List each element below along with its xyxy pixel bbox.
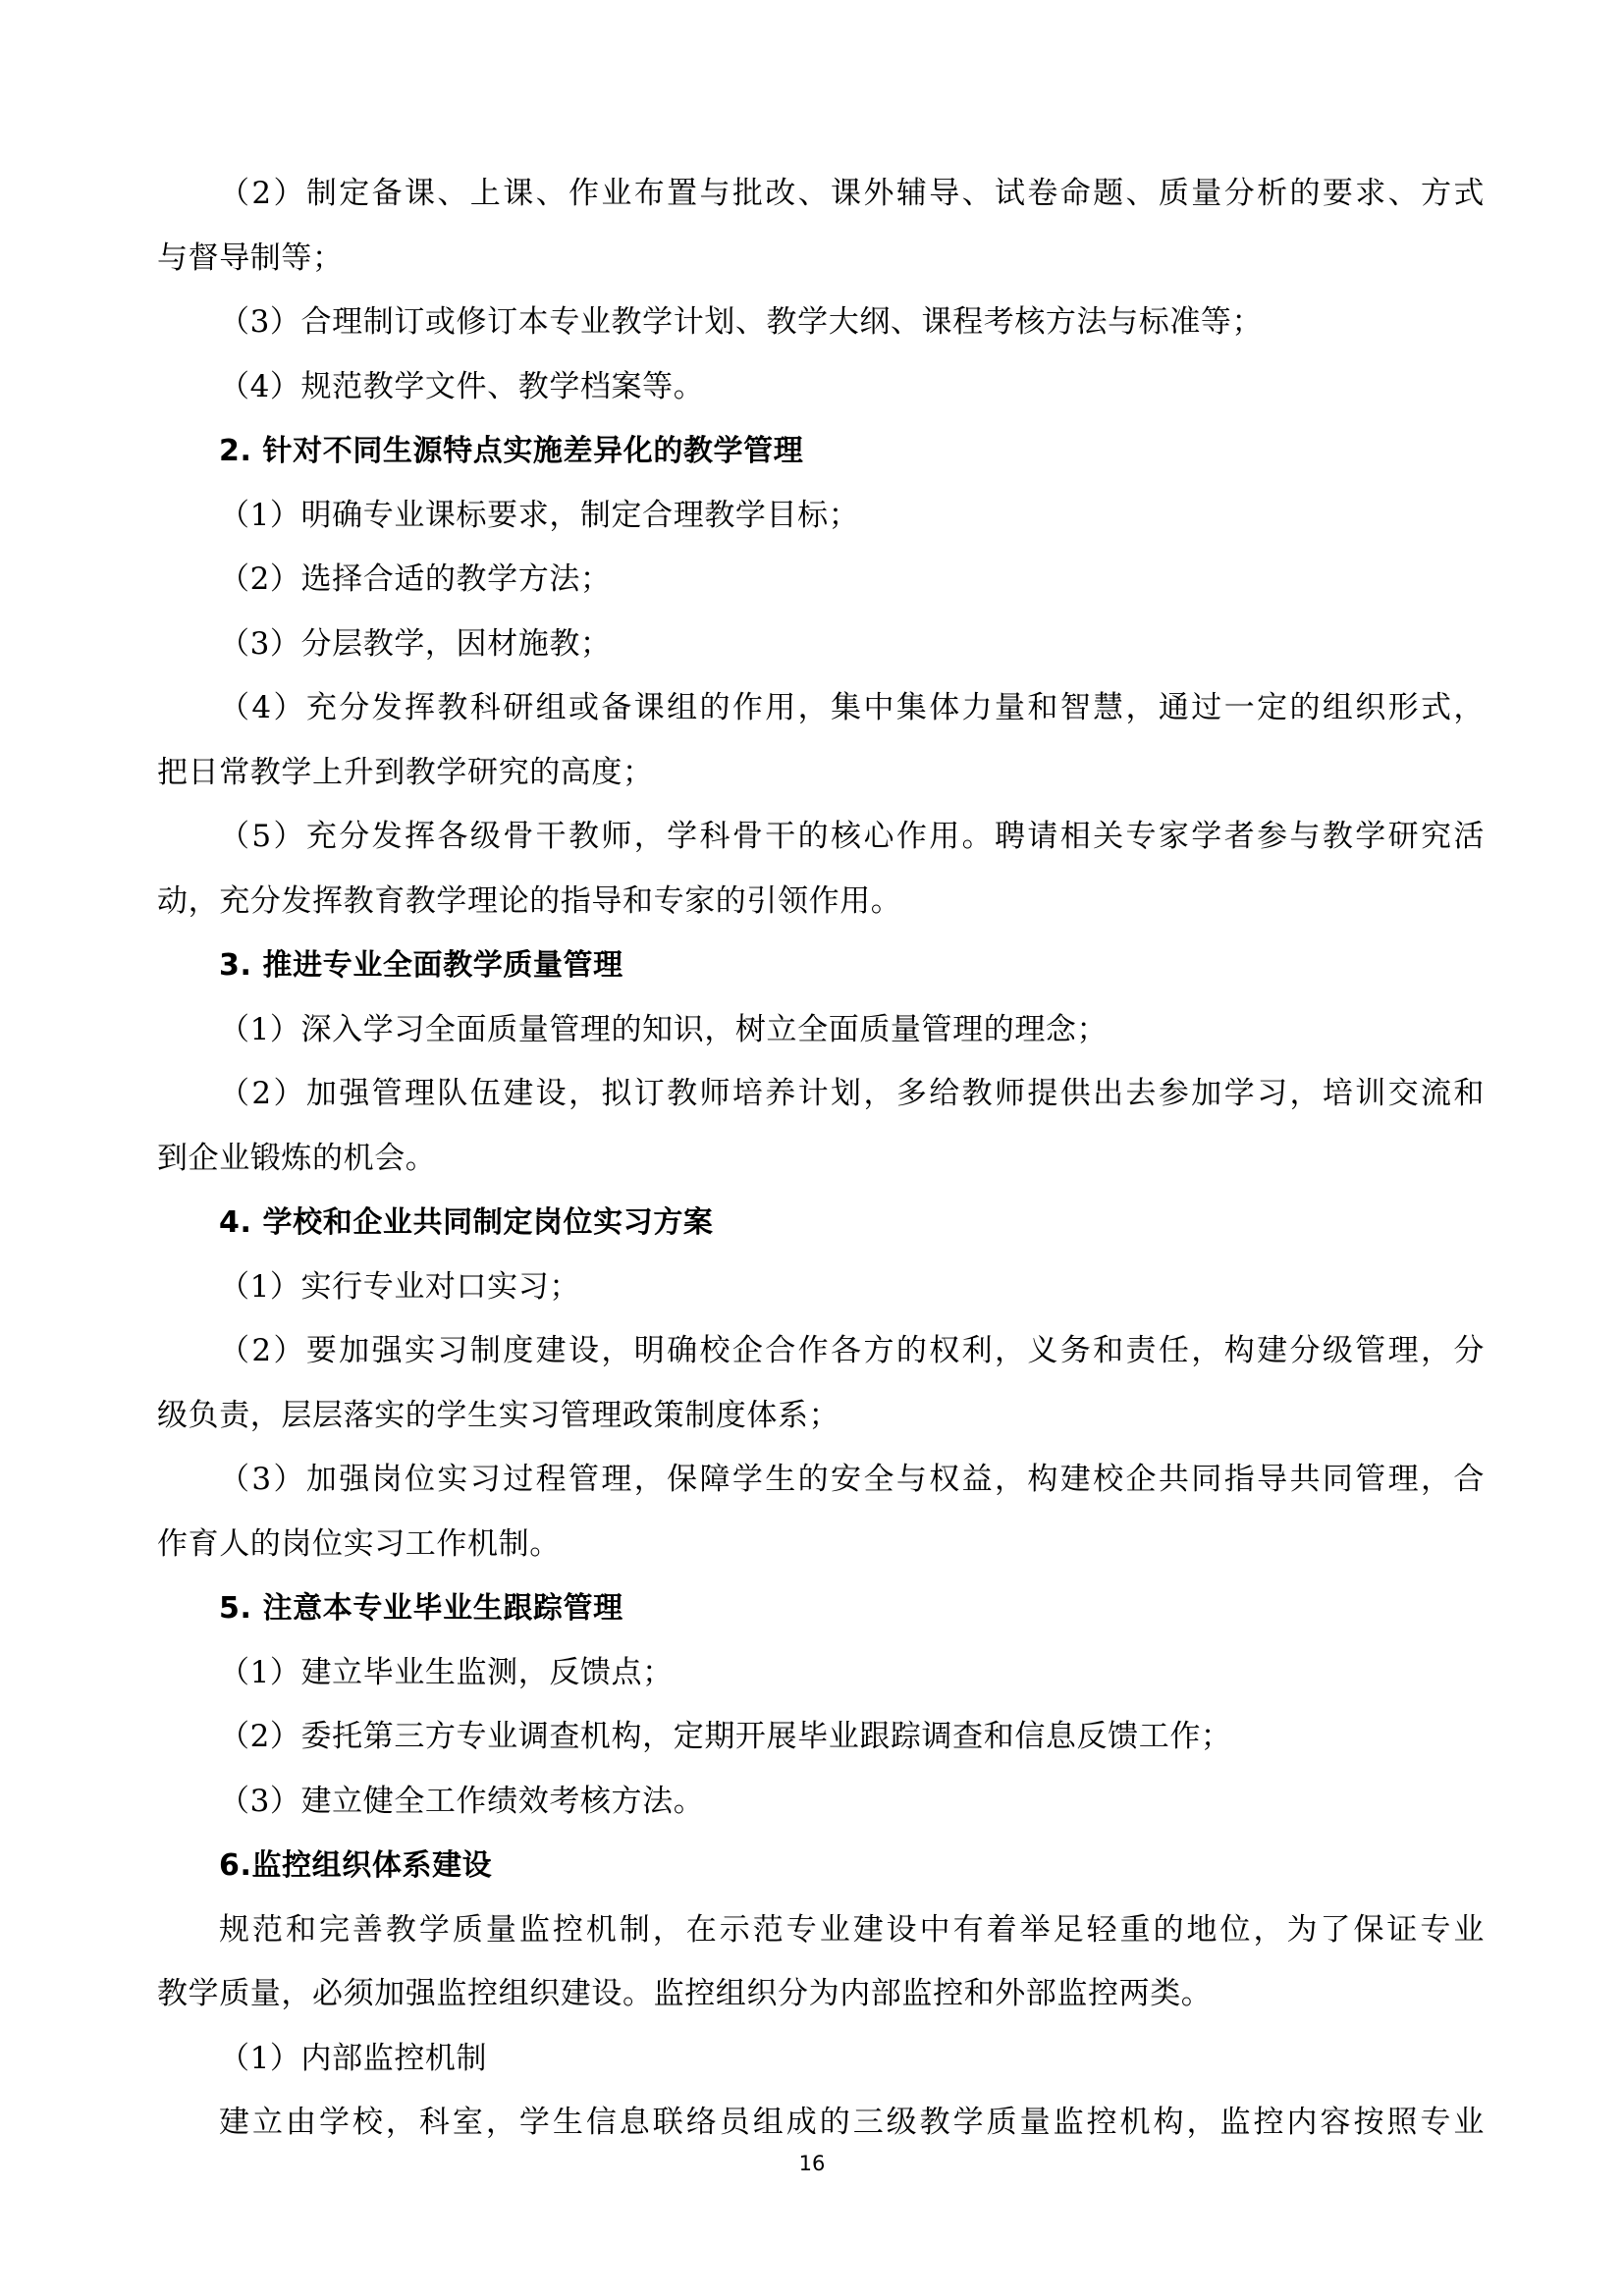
page-number: 16 bbox=[798, 2152, 826, 2175]
paragraph-line: 教学质量，必须加强监控组织建设。监控组织分为内部监控和外部监控两类。 bbox=[157, 1976, 1213, 2011]
page-body bbox=[157, 162, 1485, 2156]
paragraph-line: 建立由学校，科室，学生信息联络员组成的三级教学质量监控机构，监控内容按照专业 bbox=[219, 2105, 1485, 2140]
paragraph-line: （2）制定备课、上课、作业布置与批改、课外辅导、试卷命题、质量分析的要求、方式 bbox=[219, 176, 1485, 211]
paragraph-line: （1）内部监控机制 bbox=[219, 2040, 488, 2076]
paragraph-line: 规范和完善教学质量监控机制，在示范专业建设中有着举足轻重的地位，为了保证专业 bbox=[219, 1911, 1485, 1948]
paragraph-line: （3）分层教学，因材施教； bbox=[219, 625, 612, 662]
paragraph-line: （1）深入学习全面质量管理的知识，树立全面质量管理的理念； bbox=[219, 1011, 1109, 1047]
paragraph-line: 级负责，层层落实的学生实习管理政策制度体系； bbox=[157, 1397, 840, 1433]
section-heading: 4. 学校和企业共同制定岗位实习方案 bbox=[219, 1205, 714, 1240]
paragraph-line: 到企业锻炼的机会。 bbox=[157, 1140, 437, 1176]
paragraph-line: （5）充分发挥各级骨干教师，学科骨干的核心作用。聘请相关专家学者参与教学研究活 bbox=[219, 819, 1485, 854]
section-heading: 3. 推进专业全面教学质量管理 bbox=[219, 948, 623, 983]
paragraph-line: （1）实行专业对口实习； bbox=[219, 1268, 580, 1305]
paragraph-line: （2）加强管理队伍建设，拟订教师培养计划，多给教师提供出去参加学习，培训交流和 bbox=[219, 1076, 1485, 1111]
paragraph-line: 作育人的岗位实习工作机制。 bbox=[157, 1525, 561, 1562]
paragraph-line: 与督导制等； bbox=[157, 240, 344, 276]
paragraph-line: （4）规范教学文件、教学档案等。 bbox=[219, 368, 705, 404]
paragraph-line: 动，充分发挥教育教学理论的指导和专家的引领作用。 bbox=[157, 882, 902, 919]
paragraph-line: （2）要加强实习制度建设，明确校企合作各方的权利，义务和责任，构建分级管理，分 bbox=[219, 1333, 1485, 1368]
section-heading: 6.监控组织体系建设 bbox=[219, 1848, 493, 1883]
paragraph-line: （3）建立健全工作绩效考核方法。 bbox=[219, 1783, 705, 1819]
paragraph-line: （1）建立毕业生监测，反馈点； bbox=[219, 1654, 674, 1690]
paragraph-line: （1）明确专业课标要求，制定合理教学目标； bbox=[219, 497, 860, 533]
paragraph-line: （2）委托第三方专业调查机构，定期开展毕业跟踪调查和信息反馈工作； bbox=[219, 1719, 1232, 1754]
paragraph-line: 把日常教学上升到教学研究的高度； bbox=[157, 754, 654, 790]
paragraph-line: （3）加强岗位实习过程管理，保障学生的安全与权益，构建校企共同指导共同管理，合 bbox=[219, 1462, 1485, 1497]
paragraph-line: （4）充分发挥教科研组或备课组的作用，集中集体力量和智慧，通过一定的组织形式， bbox=[219, 690, 1485, 725]
section-heading: 2. 针对不同生源特点实施差异化的教学管理 bbox=[219, 434, 804, 468]
paragraph-line: （3）合理制订或修订本专业教学计划、教学大纲、课程考核方法与标准等； bbox=[219, 304, 1264, 340]
section-heading: 5. 注意本专业毕业生跟踪管理 bbox=[219, 1591, 623, 1626]
paragraph-line: （2）选择合适的教学方法； bbox=[219, 561, 612, 597]
